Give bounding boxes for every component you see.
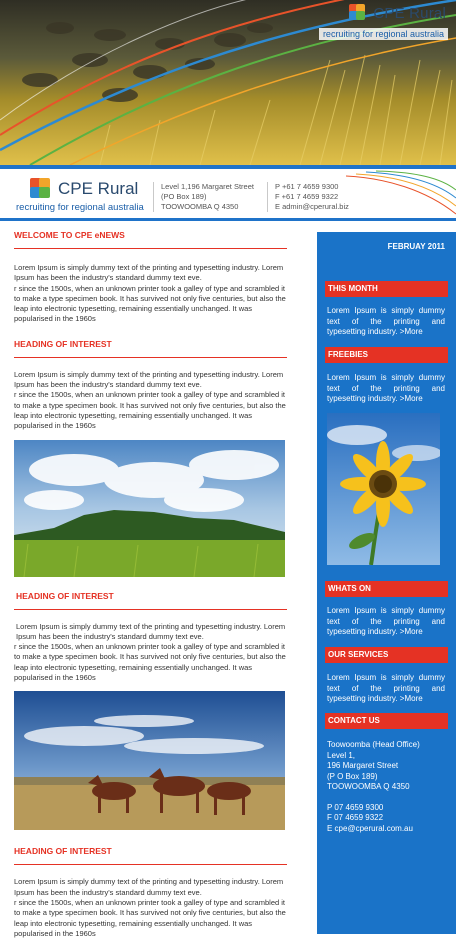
contact-heading: CONTACT US [325,713,448,729]
services-body[interactable]: Lorem Ipsum is simply dummy text of the printing and typesetting industry. >More [327,673,445,703]
hero-brand-name: CPE Rural [373,4,446,22]
address-line: TOOWOOMBA Q 4350 [161,202,239,211]
contact-line: Toowoomba (Head Office) [327,740,420,749]
hero-logo [349,4,446,22]
whats-on-body[interactable]: Lorem Ipsum is simply dummy text of the printing and typesetting industry. >More [327,606,445,636]
address-line: (PO Box 189) [161,192,207,201]
section-body: r since the 1500s, when an unknown printer took a galley of type and scrambled it to make a type specimen book. It has survived not only five centuries, but also the leap into electronic typesetting, remaining essentially unchanged. It was popularised in the 1960s [14,283,286,324]
main-column [14,230,287,946]
whats-on-heading: WHATS ON [325,581,448,597]
contact-line: TOOWOOMBA Q 4350 [327,782,410,791]
section-body: Lorem Ipsum is simply dummy text of the printing and typesetting industry. Lorem Ipsum has been the industry's standard dummy text eve. [14,263,284,283]
meadow-forest-image [14,440,285,577]
section-body: r since the 1500s, when an unknown printer took a galley of type and scrambled it to make a type specimen book. It has survived not only five centuries, but also the leap into electronic typesetting, remaining essentially unchanged. It was popularised in the 1960s [14,897,286,938]
this-month-heading: THIS MONTH [325,281,448,297]
contact-phone: P 07 4659 9300 [327,802,384,812]
contact-line: (P O Box 189) [327,771,378,781]
section-heading: HEADING OF INTEREST [14,591,287,610]
issue-date: FEBRUAY 2011 [387,242,445,251]
header-brand-name: CPE Rural [58,179,139,198]
contact-fax: F 07 4659 9322 [327,813,384,822]
fax-number: F +61 7 4659 9322 [275,192,339,201]
contact-line: 196 Margaret Street [327,761,399,770]
header-divider-top [0,165,456,169]
swoosh-decoration [346,170,456,218]
letterhead [0,170,456,218]
sunflower-image [327,413,440,565]
section-heading: WELCOME TO CPE eNEWS [14,230,287,249]
email-link[interactable]: E admin@cperural.biz [275,202,349,211]
hero-banner [0,0,456,165]
section-body: Lorem Ipsum is simply dummy text of the printing and typesetting industry. Lorem Ipsum has been the industry's standard dummy text eve. [14,877,284,897]
hero-tagline: recruiting for regional australia [319,28,448,40]
header-tagline: recruiting for regional australia [16,202,144,213]
phone-number: P +61 7 4659 9300 [275,182,339,191]
header-divider-bottom [0,218,456,221]
services-heading: OUR SERVICES [325,647,448,663]
contact-email[interactable]: E cpe@cperural.com.au [327,823,413,833]
postal-address [153,182,254,212]
horses-image [14,691,285,830]
freebies-heading: FREEBIES [325,347,448,363]
section-heading: HEADING OF INTEREST [14,846,287,865]
logo-mark-icon [349,4,367,22]
wheat-field-image [0,0,456,165]
logo-mark-icon [30,178,52,200]
section-body: Lorem Ipsum is simply dummy text of the printing and typesetting industry. Lorem Ipsum has been the industry's standard dummy text eve. [14,369,284,390]
contact-details [267,182,349,212]
address-line: Level 1,196 Margaret Street [161,182,254,191]
section-body: r since the 1500s, when an unknown printer took a galley of type and scrambled it to make a type specimen book. It has survived not only five centuries, but also the leap into electronic typesetting, remaining essentially unchanged. It was popularised in the 1960s [14,390,286,431]
header-logo [30,178,138,200]
sidebar [317,232,456,934]
section-body: Lorem Ipsum is simply dummy text of the printing and typesetting industry. Lorem Ipsum has been the industry's standard dummy text eve. [16,621,286,641]
section-heading: HEADING OF INTEREST [14,339,287,358]
contact-block [327,740,447,834]
section-body: r since the 1500s, when an unknown printer took a galley of type and scrambled it to make a type specimen book. It has survived not only five centuries, but also the leap into electronic typesetting, remaining essentially unchanged. It was popularised in the 1960s [14,642,286,683]
contact-line: Level 1, [327,750,356,760]
this-month-body[interactable]: Lorem Ipsum is simply dummy text of the printing and typesetting industry. >More [327,306,445,336]
freebies-body[interactable]: Lorem Ipsum is simply dummy text of the printing and typesetting industry. >More [327,373,445,403]
